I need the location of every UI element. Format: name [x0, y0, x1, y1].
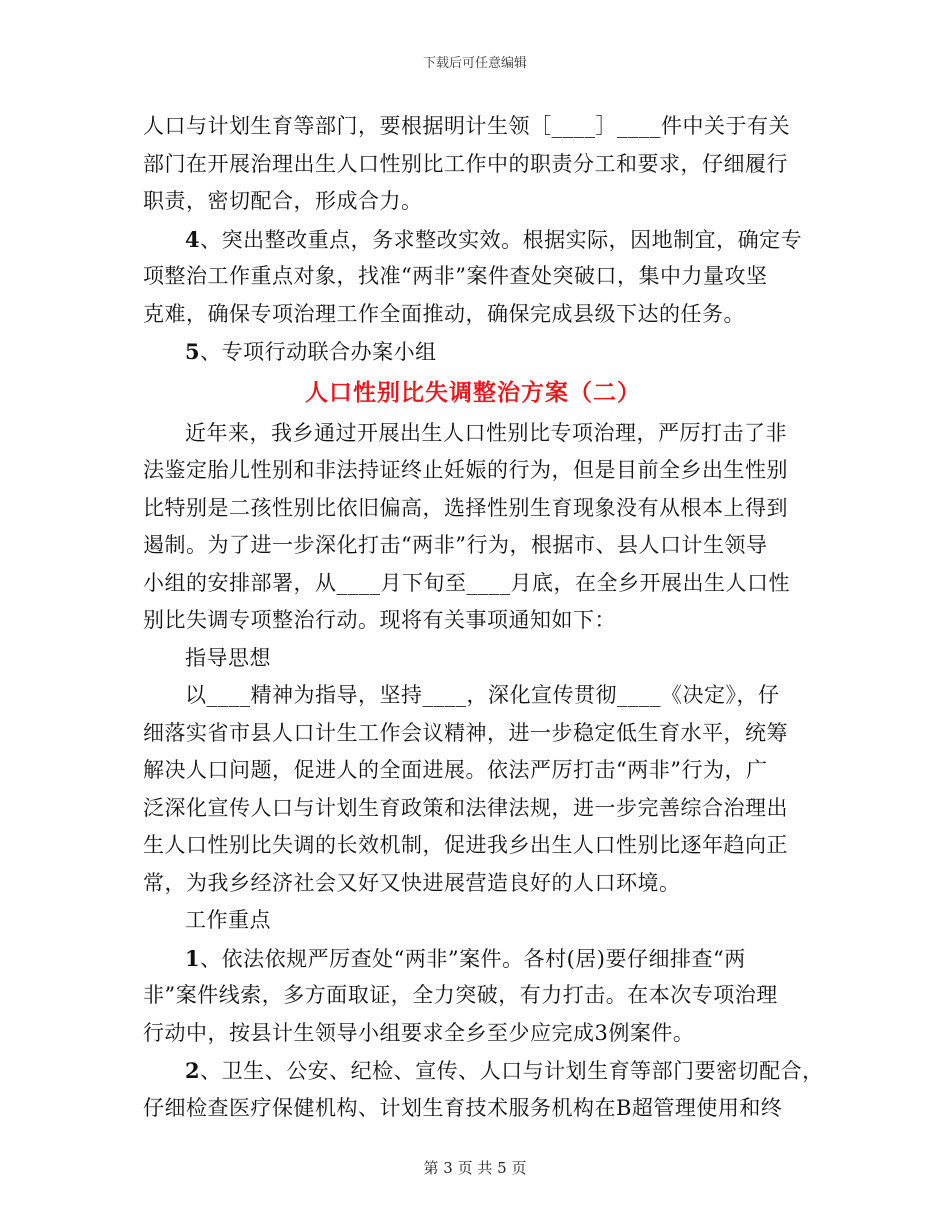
section-title: 人口性别比失调整治方案（二）	[305, 378, 641, 406]
paragraph-line: 职责，密切配合，形成合力。	[143, 189, 423, 213]
guiding-heading: 指导思想	[185, 645, 271, 670]
paragraph-line: 泛深化宣传人口与计划生育政策和法律法规，进一步完善综合治理出	[143, 795, 788, 820]
paragraph-line: 细落实省市县人口计生工作会议精神，进一步稳定低生育水平，统筹	[143, 720, 788, 745]
paragraph-line: 部门在开展治理出生人口性别比工作中的职责分工和要求，仔细履行	[143, 151, 788, 176]
focus-heading: 工作重点	[185, 908, 271, 932]
page-footer: 第 3 页 共 5 页	[423, 1159, 527, 1177]
item-text: 、依法依规严厉查处“两非”案件。各村(居)要仔细排查“两	[200, 946, 746, 971]
paragraph-line: 行动中，按县计生领导小组要求全乡至少应完成3例案件。	[143, 1020, 695, 1045]
paragraph-line: 近年来，我乡通过开展出生人口性别比专项治理，严厉打击了非	[185, 420, 787, 445]
paragraph-line: 生人口性别比失调的长效机制，促进我乡出生人口性别比逐年趋向正	[143, 833, 788, 857]
item-number: 5	[185, 339, 201, 364]
item-4-line	[143, 221, 803, 259]
paragraph-line: 遏制。为了进一步深化打击“两非”行为，根据市、县人口计生领导	[143, 533, 768, 557]
document-body	[143, 108, 824, 1127]
item-5-line	[143, 333, 803, 371]
paragraph-line: 常，为我乡经济社会又好又快进展营造良好的人口环境。	[143, 870, 681, 895]
paragraph-line: 项整治工作重点对象，找准“两非”案件查处突破口，集中力量攻坚	[143, 264, 768, 288]
item-text: 、卫生、公安、纪检、宣传、人口与计划生育等部门要密切配合，	[200, 1059, 824, 1083]
item-2-line	[143, 1052, 824, 1090]
item-number: 2	[185, 1058, 201, 1083]
paragraph-line: 比特别是二孩性别比依旧偏高，选择性别生育现象没有从根本上得到	[143, 495, 788, 520]
paragraph-line: 以____精神为指导，坚持____，深化宣传贯彻____《决定》，仔	[185, 683, 780, 707]
paragraph-line: 小组的安排部署，从____月下旬至____月底，在全乡开展出生人口性	[143, 570, 790, 595]
item-number: 4	[185, 226, 201, 252]
paragraph-line: 仔细检查医疗保健机构、计划生育技术服务机构在B超管理使用和终	[143, 1095, 783, 1120]
paragraph-line: 解决人口问题，促进人的全面进展。依法严厉打击“两非”行为，广	[143, 758, 768, 782]
paragraph-line: 非”案件线索，多方面取证，全力突破，有力打击。在本次专项治理	[143, 983, 778, 1007]
item-text: 、突出整改重点，务求整改实效。根据实际，因地制宜，确定专	[200, 227, 803, 252]
item-1-line	[143, 940, 803, 978]
paragraph-line: 别比失调专项整治行动。现将有关事项通知如下：	[143, 608, 616, 632]
item-number: 1	[185, 945, 201, 971]
item-text: 、专项行动联合办案小组	[200, 340, 437, 364]
paragraph-line: 人口与计划生育等部门，要根据明计生领［____］____件中关于有关	[143, 114, 790, 138]
page-header: 下载后可任意编辑	[422, 56, 527, 71]
paragraph-line: 克难，确保专项治理工作全面推动，确保完成县级下达的任务。	[143, 301, 745, 326]
paragraph-line: 法鉴定胎儿性别和非法持证终止妊娠的行为，但是目前全乡出生性别	[143, 458, 788, 482]
